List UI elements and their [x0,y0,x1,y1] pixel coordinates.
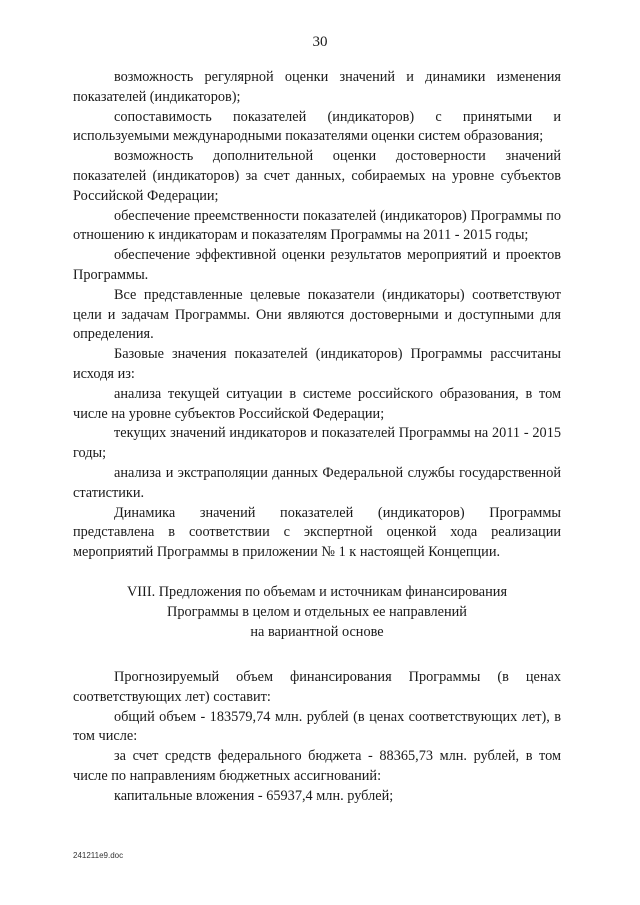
page-number: 30 [312,34,328,50]
paragraph: обеспечение преемственности показателей (индикаторов) Программы по отношению к индикаторам и показателям Программы на 2011 - 2015 годы; [73,207,561,244]
paragraph: Все представленные целевые показатели (индикаторы) соответствуют цели и задачам Программы. Они являются достоверными и доступными для определения. [73,286,561,343]
section-heading-line: VIII. Предложения по объемам и источникам финансирования [126,583,508,600]
document-body [73,68,561,807]
paragraph: за счет средств федерального бюджета - 88365,73 млн. рублей, в том числе по направлениям бюджетных ассигнований: [73,748,561,784]
paragraph: анализа и экстраполяции данных Федеральной службы государственной статистики. [73,464,561,501]
section-heading-line: Программы в целом и отдельных ее направлений [167,603,467,620]
section-heading [73,582,561,642]
section-heading-line: на вариантной основе [250,623,384,640]
footer-filename: 241211e9.doc [73,851,124,860]
paragraph: текущих значений индикаторов и показателей Программы на 2011 - 2015 годы; [73,425,561,462]
paragraph: Динамика значений показателей (индикаторов) Программы представлена в соответствии с экспертной оценкой хода реализации мероприятий Программы в приложении № 1 к настоящей Концепции. [73,504,561,561]
paragraph: анализа текущей ситуации в системе российского образования, в том числе на уровне субъектов Российской Федерации; [73,385,561,422]
paragraph: Базовые значения показателей (индикаторов) Программы рассчитаны исходя из: [73,346,561,382]
paragraph: общий объем - 183579,74 млн. рублей (в ценах соответствующих лет), в том числе: [73,708,561,745]
paragraph: Прогнозируемый объем финансирования Программы (в ценах соответствующих лет) составит: [73,668,561,705]
paragraph: капитальные вложения - 65937,4 млн. рублей; [114,787,394,804]
paragraph: сопоставимость показателей (индикаторов) с принятыми и используемыми международными показателями оценки систем образования; [73,108,561,145]
paragraph: возможность регулярной оценки значений и динамики изменения показателей (индикаторов); [73,69,561,105]
paragraph: обеспечение эффективной оценки результатов мероприятий и проектов Программы. [73,247,561,283]
paragraph: возможность дополнительной оценки достоверности значений показателей (индикаторов) за счет данных, собираемых на уровне субъектов Российской Федерации; [73,148,561,204]
